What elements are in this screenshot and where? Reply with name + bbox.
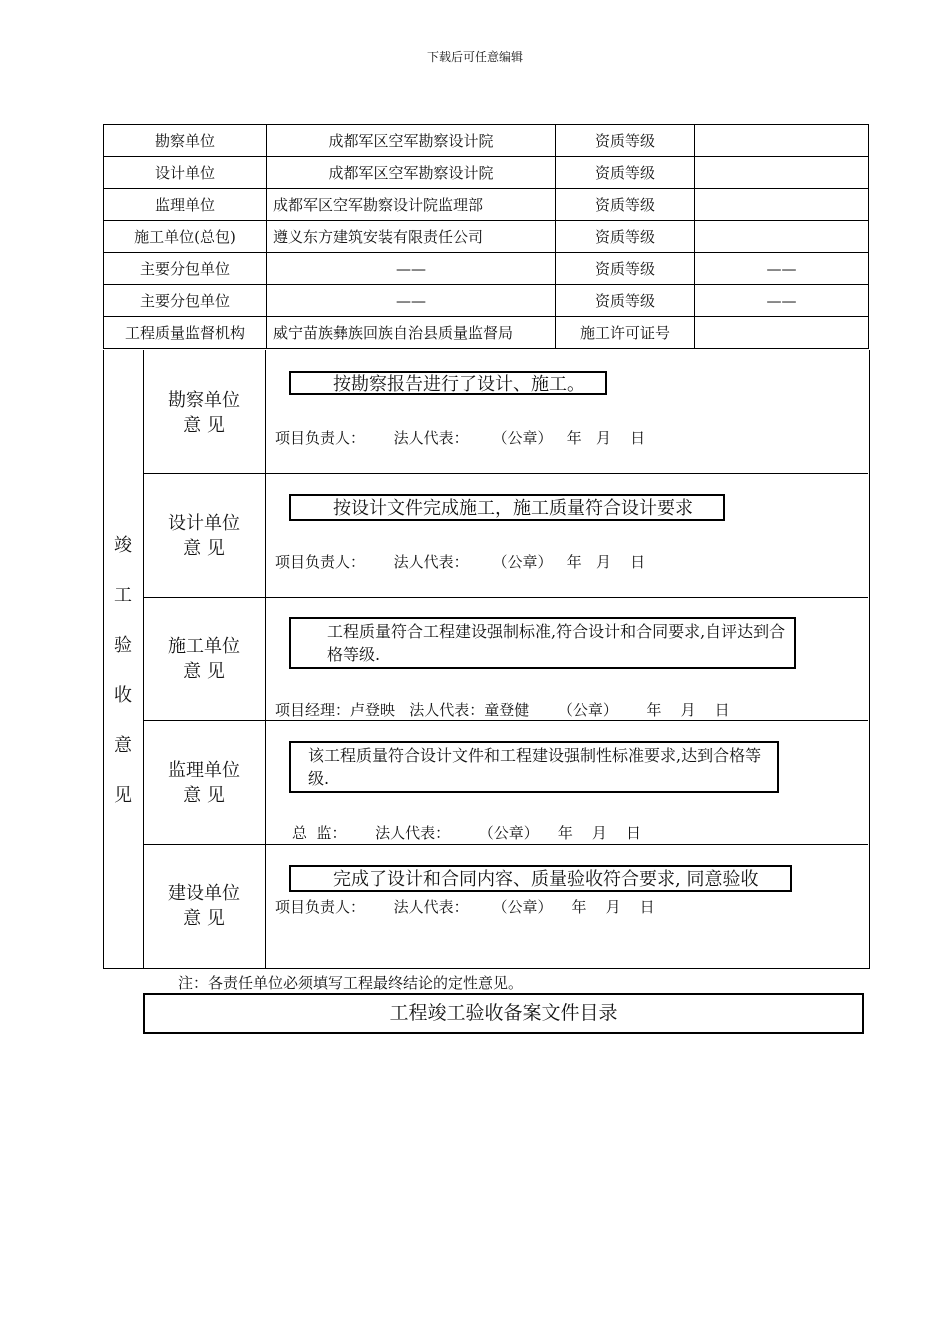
section-divider	[143, 844, 868, 845]
title-char: 工	[114, 585, 132, 606]
construction-opinion-box: 工程质量符合工程建设强制标准,符合设计和合同要求,自评达到合格等级.	[289, 617, 796, 669]
row-value: 威宁苗族彝族回族自治县质量监督局	[267, 317, 556, 349]
row-label: 勘察单位	[104, 125, 267, 157]
qual-value	[695, 221, 869, 253]
qual-label: 施工许可证号	[556, 317, 695, 349]
acceptance-vertical-title	[103, 521, 143, 821]
owner-opinion-box: 完成了设计和合同内容、质量验收符合要求, 同意验收	[289, 865, 792, 892]
design-opinion-box: 按设计文件完成施工，施工质量符合设计要求	[289, 494, 725, 521]
table-row	[104, 253, 869, 285]
supervision-opinion-box: 该工程质量符合设计文件和工程建设强制性标准要求,达到合格等级.	[289, 741, 779, 793]
qual-label: 资质等级	[556, 157, 695, 189]
title-char: 竣	[114, 535, 132, 556]
construction-unit-label: 施工单位 意 见	[168, 636, 240, 682]
qual-label: 资质等级	[556, 221, 695, 253]
supervision-signature-line: 总 监： 法人代表： （公章） 年 月 日	[292, 824, 641, 842]
row-label: 监理单位	[104, 189, 267, 221]
survey-unit-label: 勘察单位 意 见	[168, 390, 240, 436]
column-divider	[265, 350, 266, 968]
table-row	[104, 189, 869, 221]
catalog-title: 工程竣工验收备案文件目录	[143, 993, 864, 1034]
row-value: ——	[267, 253, 556, 285]
unit-info-table	[103, 124, 869, 349]
supervision-unit-label: 监理单位 意 见	[168, 760, 240, 806]
owner-unit-label: 建设单位 意 见	[168, 883, 240, 929]
header-note: 下载后可任意编辑	[426, 50, 523, 64]
footnote: 注：各责任单位必须填写工程最终结论的定性意见。	[178, 974, 524, 992]
qual-label: 资质等级	[556, 189, 695, 221]
row-label: 工程质量监督机构	[104, 317, 267, 349]
section-divider	[143, 473, 868, 474]
qual-label: 资质等级	[556, 285, 695, 317]
title-char: 意	[114, 735, 132, 756]
qual-value	[695, 317, 869, 349]
row-label: 主要分包单位	[104, 285, 267, 317]
owner-signature-line: 项目负责人： 法人代表： （公章） 年 月 日	[275, 898, 655, 916]
row-label: 主要分包单位	[104, 253, 267, 285]
row-value: 成都军区空军勘察设计院	[267, 125, 556, 157]
section-divider	[143, 720, 868, 721]
qual-label: 资质等级	[556, 125, 695, 157]
qual-value	[695, 189, 869, 221]
title-char: 见	[114, 785, 132, 806]
qual-value	[695, 157, 869, 189]
construction-signature-line: 项目经理：卢登映 法人代表：童登健 （公章） 年 月 日	[275, 701, 730, 719]
row-value: 遵义东方建筑安装有限责任公司	[267, 221, 556, 253]
title-char: 收	[114, 685, 132, 706]
table-row	[104, 317, 869, 349]
row-label: 设计单位	[104, 157, 267, 189]
qual-value	[695, 125, 869, 157]
table-row	[104, 285, 869, 317]
qual-value: ——	[695, 253, 869, 285]
qual-label: 资质等级	[556, 253, 695, 285]
row-value: 成都军区空军勘察设计院	[267, 157, 556, 189]
row-value: ——	[267, 285, 556, 317]
table-row	[104, 157, 869, 189]
section-divider	[143, 597, 868, 598]
title-char: 验	[114, 635, 132, 656]
design-signature-line: 项目负责人： 法人代表： （公章） 年 月 日	[275, 553, 646, 571]
survey-opinion-box: 按勘察报告进行了设计、施工。	[289, 371, 607, 395]
row-value: 成都军区空军勘察设计院监理部	[267, 189, 556, 221]
table-row	[104, 125, 869, 157]
table-row	[104, 221, 869, 253]
row-label: 施工单位(总包)	[104, 221, 267, 253]
survey-signature-line: 项目负责人： 法人代表： （公章） 年 月 日	[275, 429, 646, 447]
qual-value: ——	[695, 285, 869, 317]
design-unit-label: 设计单位 意 见	[168, 513, 240, 559]
